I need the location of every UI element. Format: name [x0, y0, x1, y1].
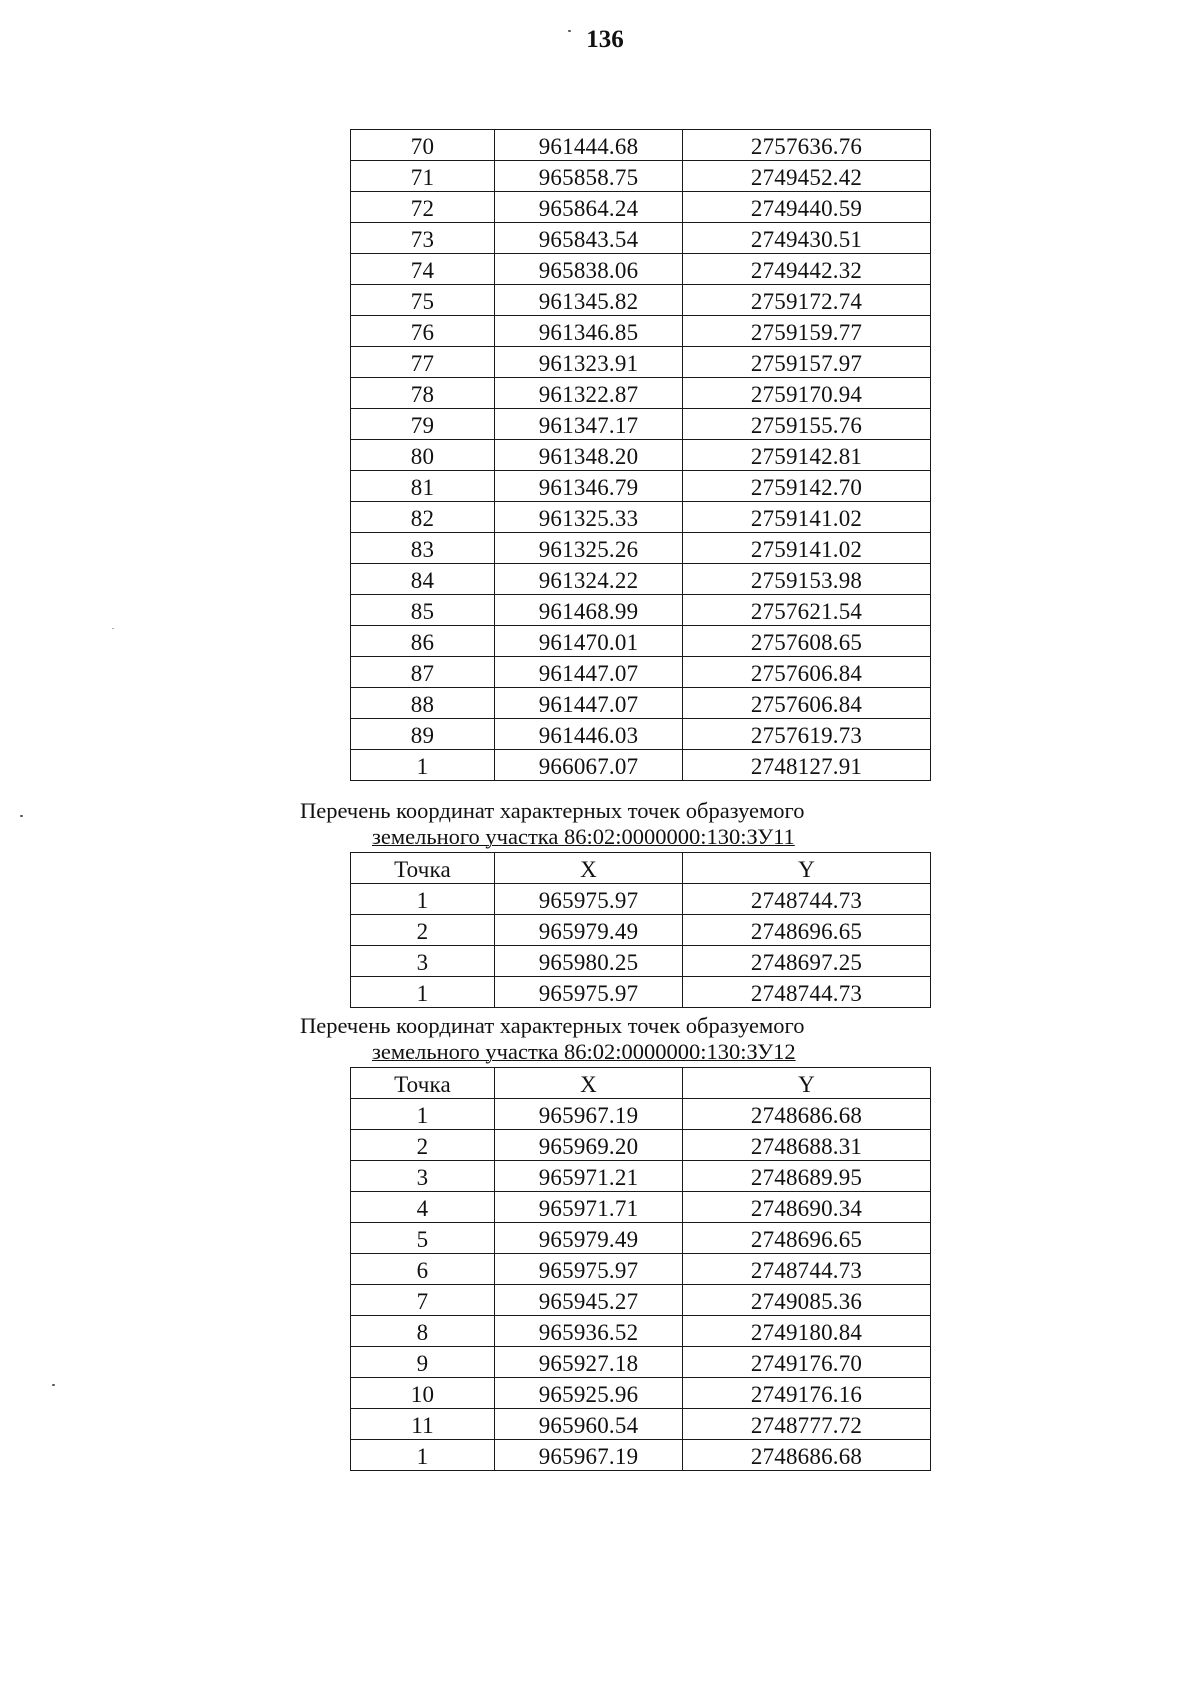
- scan-speck: [112, 628, 114, 629]
- x-coordinate-cell: 961345.82: [495, 285, 683, 316]
- y-coordinate-cell: 2757606.84: [683, 688, 931, 719]
- point-number-cell: 11: [351, 1409, 495, 1440]
- point-number-cell: 77: [351, 347, 495, 378]
- coordinates-table-continued: [350, 129, 931, 781]
- point-number-cell: 2: [351, 915, 495, 946]
- table-row: [351, 719, 931, 750]
- y-coordinate-cell: 2759153.98: [683, 564, 931, 595]
- y-coordinate-cell: 2759157.97: [683, 347, 931, 378]
- x-coordinate-cell: 961446.03: [495, 719, 683, 750]
- point-number-cell: 10: [351, 1378, 495, 1409]
- y-coordinate-cell: 2748744.73: [683, 977, 931, 1008]
- point-number-cell: 76: [351, 316, 495, 347]
- point-number-cell: 3: [351, 946, 495, 977]
- x-coordinate-cell: 961348.20: [495, 440, 683, 471]
- header-point: Точка: [351, 853, 495, 884]
- y-coordinate-cell: 2759172.74: [683, 285, 931, 316]
- point-number-cell: 1: [351, 977, 495, 1008]
- point-number-cell: 88: [351, 688, 495, 719]
- caption-zu11: [300, 798, 920, 850]
- x-coordinate-cell: 961447.07: [495, 688, 683, 719]
- x-coordinate-cell: 965925.96: [495, 1378, 683, 1409]
- caption-zu12: [300, 1013, 920, 1065]
- table-row: [351, 223, 931, 254]
- point-number-cell: 86: [351, 626, 495, 657]
- y-coordinate-cell: 2748697.25: [683, 946, 931, 977]
- table-row: [351, 1440, 931, 1471]
- x-coordinate-cell: 961325.26: [495, 533, 683, 564]
- caption-zu12-line1: Перечень координат характерных точек образуемого: [300, 1013, 805, 1038]
- table-row: [351, 595, 931, 626]
- point-number-cell: 85: [351, 595, 495, 626]
- point-number-cell: 9: [351, 1347, 495, 1378]
- x-coordinate-cell: 965936.52: [495, 1316, 683, 1347]
- x-coordinate-cell: 965975.97: [495, 1254, 683, 1285]
- point-number-cell: 71: [351, 161, 495, 192]
- point-number-cell: 72: [351, 192, 495, 223]
- point-number-cell: 3: [351, 1161, 495, 1192]
- header-y: Y: [683, 1068, 931, 1099]
- coordinates-table-zu12: [350, 1067, 931, 1471]
- y-coordinate-cell: 2749452.42: [683, 161, 931, 192]
- point-number-cell: 8: [351, 1316, 495, 1347]
- x-coordinate-cell: 961470.01: [495, 626, 683, 657]
- y-coordinate-cell: 2748686.68: [683, 1099, 931, 1130]
- table-row: [351, 946, 931, 977]
- point-number-cell: 74: [351, 254, 495, 285]
- table-header-row: [351, 853, 931, 884]
- point-number-cell: 87: [351, 657, 495, 688]
- point-number-cell: 79: [351, 409, 495, 440]
- point-number-cell: 78: [351, 378, 495, 409]
- table-header-row: [351, 1068, 931, 1099]
- table-row: [351, 977, 931, 1008]
- point-number-cell: 81: [351, 471, 495, 502]
- table-row: [351, 688, 931, 719]
- header-point: Точка: [351, 1068, 495, 1099]
- table-row: [351, 533, 931, 564]
- table-row: [351, 626, 931, 657]
- page-number: 136: [586, 26, 624, 53]
- table-row: [351, 254, 931, 285]
- table-row: [351, 915, 931, 946]
- table-row: [351, 1192, 931, 1223]
- caption-zu11-line2: земельного участка 86:02:0000000:130:ЗУ11: [372, 824, 795, 849]
- y-coordinate-cell: 2748688.31: [683, 1130, 931, 1161]
- scan-speck: [568, 30, 571, 32]
- table-row: [351, 884, 931, 915]
- coordinates-table-zu11: [350, 852, 931, 1008]
- y-coordinate-cell: 2748744.73: [683, 884, 931, 915]
- x-coordinate-cell: 961324.22: [495, 564, 683, 595]
- table-row: [351, 750, 931, 781]
- x-coordinate-cell: 961346.85: [495, 316, 683, 347]
- x-coordinate-cell: 965960.54: [495, 1409, 683, 1440]
- point-number-cell: 5: [351, 1223, 495, 1254]
- x-coordinate-cell: 961447.07: [495, 657, 683, 688]
- y-coordinate-cell: 2749442.32: [683, 254, 931, 285]
- x-coordinate-cell: 965979.49: [495, 915, 683, 946]
- x-coordinate-cell: 965975.97: [495, 884, 683, 915]
- x-coordinate-cell: 961322.87: [495, 378, 683, 409]
- y-coordinate-cell: 2749176.70: [683, 1347, 931, 1378]
- y-coordinate-cell: 2749440.59: [683, 192, 931, 223]
- header-x: X: [495, 1068, 683, 1099]
- x-coordinate-cell: 965927.18: [495, 1347, 683, 1378]
- x-coordinate-cell: 965969.20: [495, 1130, 683, 1161]
- table-row: [351, 285, 931, 316]
- point-number-cell: 84: [351, 564, 495, 595]
- y-coordinate-cell: 2757619.73: [683, 719, 931, 750]
- y-coordinate-cell: 2749180.84: [683, 1316, 931, 1347]
- header-y: Y: [683, 853, 931, 884]
- y-coordinate-cell: 2748744.73: [683, 1254, 931, 1285]
- point-number-cell: 6: [351, 1254, 495, 1285]
- y-coordinate-cell: 2748686.68: [683, 1440, 931, 1471]
- table-row: [351, 440, 931, 471]
- x-coordinate-cell: 965967.19: [495, 1440, 683, 1471]
- y-coordinate-cell: 2757606.84: [683, 657, 931, 688]
- x-coordinate-cell: 965971.71: [495, 1192, 683, 1223]
- y-coordinate-cell: 2759159.77: [683, 316, 931, 347]
- y-coordinate-cell: 2748689.95: [683, 1161, 931, 1192]
- y-coordinate-cell: 2748696.65: [683, 1223, 931, 1254]
- point-number-cell: 1: [351, 1440, 495, 1471]
- x-coordinate-cell: 965945.27: [495, 1285, 683, 1316]
- table-row: [351, 1378, 931, 1409]
- y-coordinate-cell: 2748690.34: [683, 1192, 931, 1223]
- point-number-cell: 73: [351, 223, 495, 254]
- table-row: [351, 409, 931, 440]
- point-number-cell: 4: [351, 1192, 495, 1223]
- x-coordinate-cell: 965843.54: [495, 223, 683, 254]
- point-number-cell: 7: [351, 1285, 495, 1316]
- table-row: [351, 161, 931, 192]
- table-row: [351, 192, 931, 223]
- table-row: [351, 316, 931, 347]
- table-row: [351, 564, 931, 595]
- point-number-cell: 75: [351, 285, 495, 316]
- y-coordinate-cell: 2748696.65: [683, 915, 931, 946]
- x-coordinate-cell: 961444.68: [495, 130, 683, 161]
- point-number-cell: 1: [351, 750, 495, 781]
- table-row: [351, 1347, 931, 1378]
- x-coordinate-cell: 965975.97: [495, 977, 683, 1008]
- table-row: [351, 378, 931, 409]
- table-row: [351, 1254, 931, 1285]
- table-row: [351, 1285, 931, 1316]
- y-coordinate-cell: 2748777.72: [683, 1409, 931, 1440]
- y-coordinate-cell: 2759141.02: [683, 502, 931, 533]
- header-x: X: [495, 853, 683, 884]
- scan-speck: [52, 1384, 55, 1386]
- x-coordinate-cell: 961346.79: [495, 471, 683, 502]
- point-number-cell: 1: [351, 884, 495, 915]
- y-coordinate-cell: 2757636.76: [683, 130, 931, 161]
- table-row: [351, 1223, 931, 1254]
- table-row: [351, 1099, 931, 1130]
- table-row: [351, 1409, 931, 1440]
- y-coordinate-cell: 2757621.54: [683, 595, 931, 626]
- x-coordinate-cell: 961325.33: [495, 502, 683, 533]
- x-coordinate-cell: 966067.07: [495, 750, 683, 781]
- point-number-cell: 70: [351, 130, 495, 161]
- x-coordinate-cell: 965864.24: [495, 192, 683, 223]
- table-row: [351, 1161, 931, 1192]
- y-coordinate-cell: 2759155.76: [683, 409, 931, 440]
- x-coordinate-cell: 961323.91: [495, 347, 683, 378]
- x-coordinate-cell: 965858.75: [495, 161, 683, 192]
- x-coordinate-cell: 965838.06: [495, 254, 683, 285]
- x-coordinate-cell: 965967.19: [495, 1099, 683, 1130]
- table-row: [351, 502, 931, 533]
- point-number-cell: 89: [351, 719, 495, 750]
- y-coordinate-cell: 2759141.02: [683, 533, 931, 564]
- y-coordinate-cell: 2759142.70: [683, 471, 931, 502]
- y-coordinate-cell: 2757608.65: [683, 626, 931, 657]
- point-number-cell: 1: [351, 1099, 495, 1130]
- caption-zu11-line1: Перечень координат характерных точек образуемого: [300, 798, 805, 823]
- table-row: [351, 130, 931, 161]
- caption-zu12-line2: земельного участка 86:02:0000000:130:ЗУ12: [372, 1039, 796, 1064]
- y-coordinate-cell: 2748127.91: [683, 750, 931, 781]
- table-row: [351, 1316, 931, 1347]
- point-number-cell: 82: [351, 502, 495, 533]
- table-row: [351, 1130, 931, 1161]
- point-number-cell: 2: [351, 1130, 495, 1161]
- table-row: [351, 347, 931, 378]
- x-coordinate-cell: 961468.99: [495, 595, 683, 626]
- y-coordinate-cell: 2749176.16: [683, 1378, 931, 1409]
- point-number-cell: 83: [351, 533, 495, 564]
- table-row: [351, 471, 931, 502]
- y-coordinate-cell: 2749085.36: [683, 1285, 931, 1316]
- y-coordinate-cell: 2759170.94: [683, 378, 931, 409]
- table-row: [351, 657, 931, 688]
- point-number-cell: 80: [351, 440, 495, 471]
- x-coordinate-cell: 965971.21: [495, 1161, 683, 1192]
- scan-speck: [20, 815, 23, 817]
- y-coordinate-cell: 2749430.51: [683, 223, 931, 254]
- y-coordinate-cell: 2759142.81: [683, 440, 931, 471]
- x-coordinate-cell: 965980.25: [495, 946, 683, 977]
- x-coordinate-cell: 965979.49: [495, 1223, 683, 1254]
- x-coordinate-cell: 961347.17: [495, 409, 683, 440]
